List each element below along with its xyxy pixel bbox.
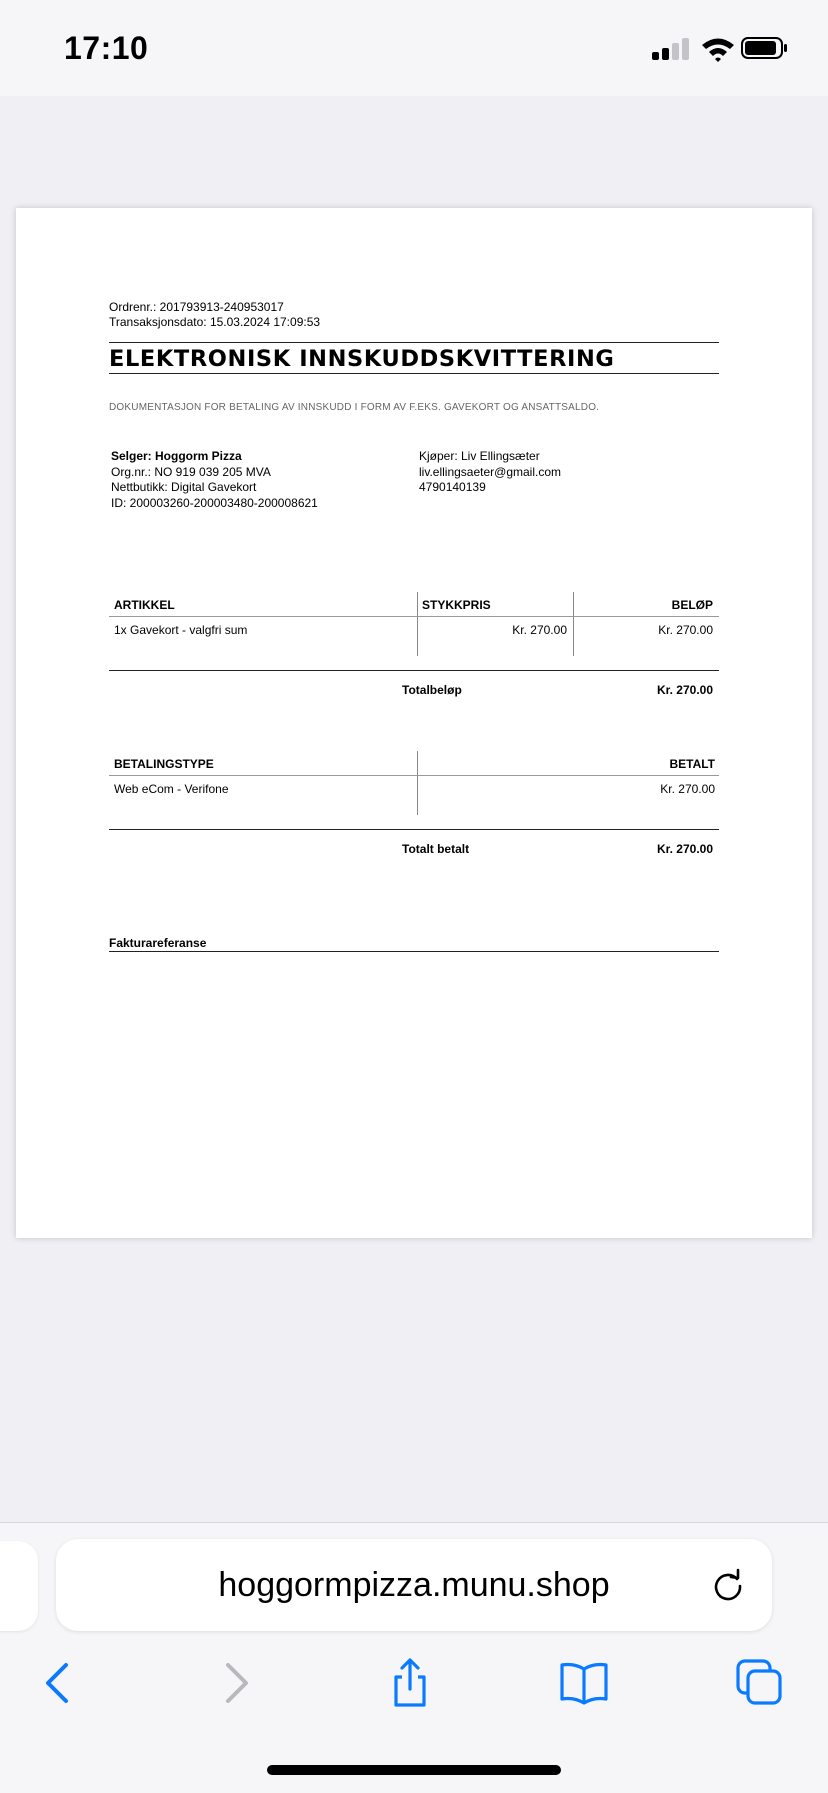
battery-icon — [741, 36, 789, 60]
seller-store: Nettbutikk: Digital Gavekort — [111, 480, 257, 494]
header-unit-price: STYKKPRIS — [422, 598, 491, 612]
document-subtitle: DOKUMENTASJON FOR BETALING AV INNSKUDD I FORM AV F.EKS. GAVEKORT OG ANSATTSALDO. — [109, 402, 600, 413]
forward-icon[interactable] — [206, 1653, 266, 1713]
share-icon[interactable] — [380, 1653, 440, 1713]
transaction-date: Transaksjonsdato: 15.03.2024 17:09:53 — [109, 315, 321, 329]
document-title: ELEKTRONISK INNSKUDDSKVITTERING — [109, 346, 615, 372]
cellular-signal-icon — [652, 38, 692, 60]
parties-section — [109, 449, 719, 519]
receipt-header — [109, 300, 719, 519]
status-time: 17:10 — [64, 30, 149, 66]
previous-tab-preview[interactable] — [0, 1541, 38, 1631]
item-article: 1x Gavekort - valgfri sum — [114, 623, 248, 637]
wifi-icon — [700, 36, 736, 62]
total-paid-value: Kr. 270.00 — [656, 842, 713, 856]
item-unit-price: Kr. 270.00 — [512, 623, 567, 637]
header-payment-type: BETALINGSTYPE — [114, 757, 214, 771]
seller-id: ID: 200003260-200003480-200008621 — [111, 495, 318, 510]
order-number: Ordrenr.: 201793913-240953017 — [109, 300, 284, 314]
header-article: ARTIKKEL — [114, 598, 175, 612]
browser-toolbar — [0, 1522, 828, 1793]
address-bar[interactable] — [56, 1539, 772, 1631]
reload-icon[interactable] — [710, 1567, 746, 1603]
status-bar — [0, 0, 828, 96]
buyer-name: Kjøper: Liv Ellingsæter — [419, 449, 540, 463]
buyer-email: liv.ellingsaeter@gmail.com — [419, 464, 562, 479]
header-amount: BELØP — [671, 598, 713, 612]
tabs-icon[interactable] — [730, 1653, 790, 1713]
total-paid-label: Totalt betalt — [402, 842, 470, 856]
payment-type: Web eCom - Verifone — [114, 782, 229, 796]
invoice-reference: Fakturareferanse — [109, 936, 719, 952]
total-amount-value: Kr. 270.00 — [656, 683, 713, 697]
bookmarks-icon[interactable] — [554, 1653, 614, 1713]
buyer-phone: 4790140139 — [419, 480, 486, 494]
items-table — [109, 592, 719, 702]
payment-paid: Kr. 270.00 — [660, 782, 715, 796]
payment-table — [109, 751, 719, 861]
buyer-info — [419, 449, 561, 496]
seller-org-nr: Org.nr.: NO 919 039 205 MVA — [111, 464, 271, 479]
item-amount: Kr. 270.00 — [658, 623, 713, 637]
seller-name: Selger: Hoggorm Pizza — [111, 449, 242, 463]
home-indicator[interactable] — [267, 1765, 561, 1775]
back-icon[interactable] — [28, 1653, 88, 1713]
seller-info — [111, 449, 318, 511]
url-text: hoggormpizza.munu.shop — [218, 1566, 610, 1604]
total-amount-label: Totalbeløp — [402, 683, 462, 697]
receipt-page — [16, 208, 812, 1238]
header-paid: BETALT — [669, 757, 715, 771]
